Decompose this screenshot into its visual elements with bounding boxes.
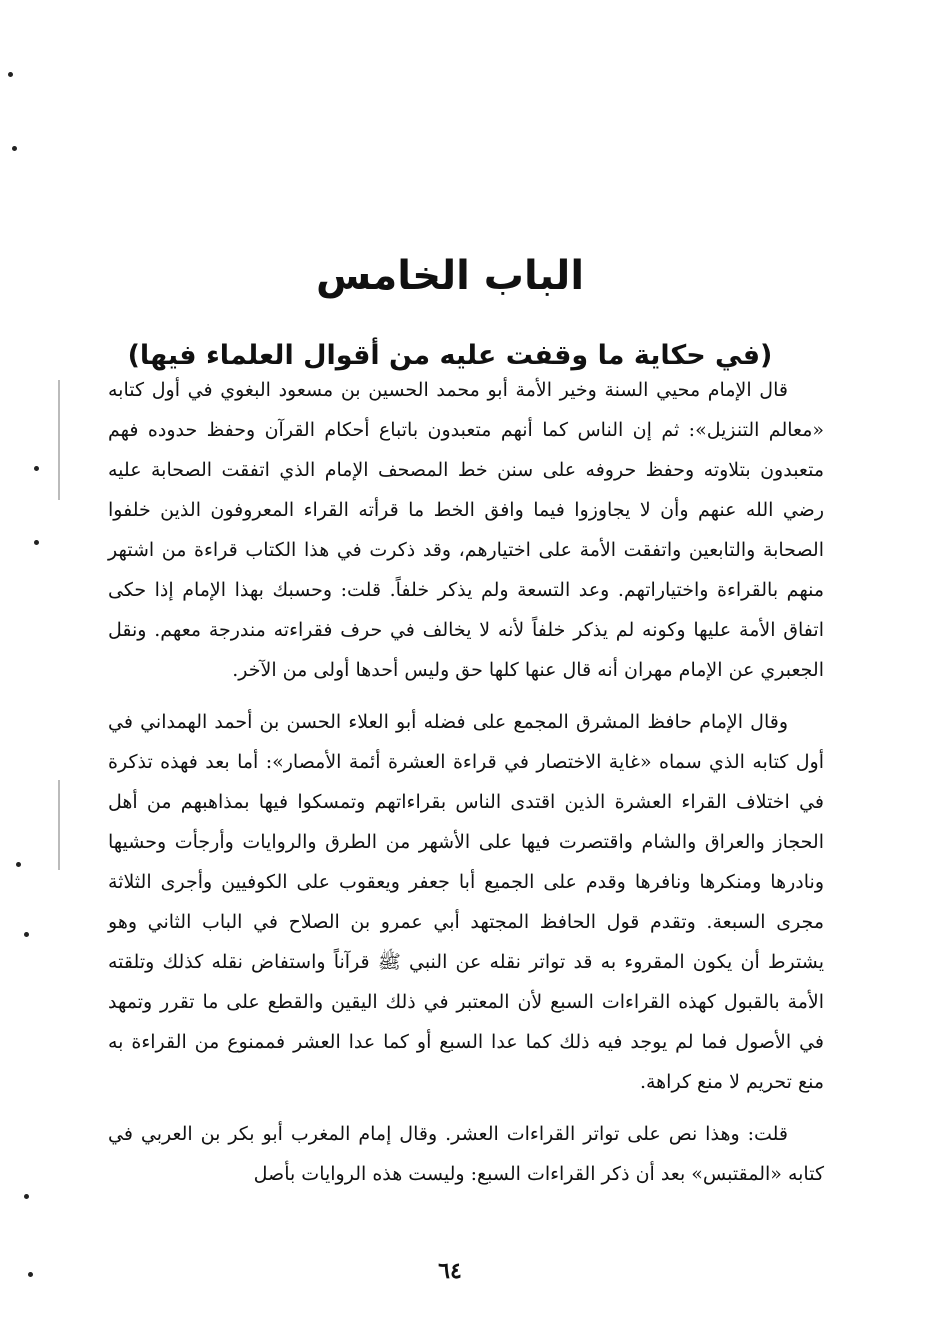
chapter-subtitle: (في حكاية ما وقفت عليه من أقوال العلماء فيها) — [127, 340, 773, 372]
scan-speck — [34, 466, 39, 471]
scan-edge-mark — [58, 780, 60, 870]
body-text — [108, 370, 824, 1194]
scan-speck — [16, 862, 21, 867]
paragraph: قال الإمام محيي السنة وخير الأمة أبو محمد الحسين بن مسعود البغوي في أول كتابه «معالم التنزيل»: ثم إن الناس كما أنهم متعبدون باتباع أحكام القرآن وحفظ حدوده فهم متعبدون بتلاوته وحفظ حروفه على سنن خط المصحف الإمام الذي اتفقت الصحابة عليه رضي الله عنهم وأن لا يجاوزوا فيما وافق الخط ما قرأته القراء المعروفون الذين خلفوا الصحابة والتابعين واتفقت الأمة على اختيارهم، وقد ذكرت في هذا الكتاب قراءة من اشتهر منهم بالقراءة واختياراتهم. وعد التسعة ولم يذكر خلفاً. قلت: وحسبك بهذا الإمام إذا حكى اتفاق الأمة عليها وكونه لم يذكر خلفاً لأنه لا يخالف في حرف فقراءته مندرجة معهم. ونقل الجعبري عن الإمام مهران أنه قال عنها كلها حق وليس أحدها أولى من الآخر. — [108, 379, 824, 681]
page-number: ٦٤ — [438, 1258, 462, 1284]
scan-speck — [24, 932, 29, 937]
scan-speck — [8, 72, 13, 77]
paragraph: وقال الإمام حافظ المشرق المجمع على فضله أبو العلاء الحسن بن أحمد الهمداني في أول كتابه الذي سماه «غاية الاختصار في قراءة العشرة أئمة الأمصار»: أما بعد فهذه تذكرة في اختلاف القراء العشرة الذين اقتدى الناس بقراءاتهم وتمسكوا فيها بمذاهبهم من أهل الحجاز والعراق والشام واقتصرت فيها على الأشهر من الطرق والروايات وأرجأت وحشيها ونادرها ومنكرها ونافرها وقدم على الجميع أبا جعفر ويعقوب على الكوفيين وأجرى الثلاثة مجرى السبعة. وتقدم قول الحافظ المجتهد أبي عمرو بن الصلاح في الباب الثاني وهو يشترط أن يكون المقروء به قد تواتر نقله عن النبي ﷺ قرآناً واستفاض نقله كذلك وتلقته الأمة بالقبول كهذه القراءات السبع لأن المعتبر في ذلك اليقين والقطع على ما تقرر وتمهد في الأصول فما لم يوجد فيه ذلك كما عدا السبع أو كما عدا العشر فممنوع من القراءة به منع تحريم لا منع كراهة. — [108, 711, 824, 1093]
paragraph: قلت: وهذا نص على تواتر القراءات العشر. وقال إمام المغرب أبو بكر بن العربي في كتابه «المقتبس» بعد أن ذكر القراءات السبع: وليست هذه الروايات بأصل — [108, 1123, 824, 1185]
scan-speck — [24, 1194, 29, 1199]
scan-speck — [12, 146, 17, 151]
scan-edge-mark — [58, 380, 60, 500]
scan-speck — [34, 540, 39, 545]
chapter-title: الباب الخامس — [315, 252, 585, 299]
